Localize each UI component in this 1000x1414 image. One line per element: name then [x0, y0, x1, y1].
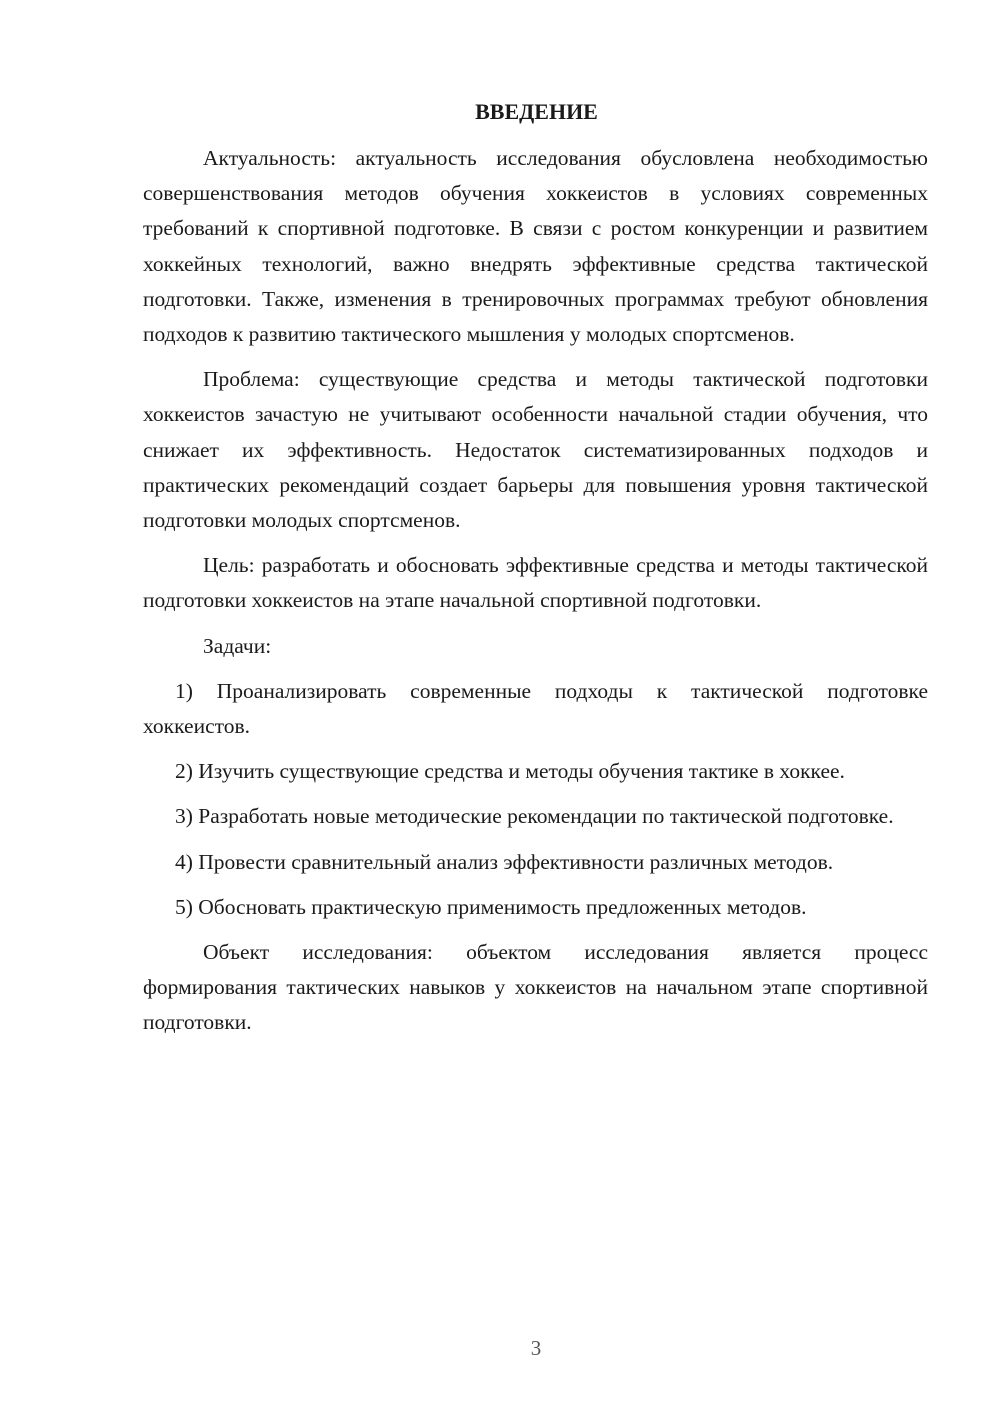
tasks-label: Задачи:	[203, 633, 272, 658]
task-item: 4) Провести сравнительный анализ эффективности различных методов.	[175, 849, 834, 874]
task-item: 3) Разработать новые методические рекомендации по тактической подготовке.	[175, 804, 894, 829]
relevance-paragraph: Актуальность: актуальность исследования обусловлена необходимостью совершенствования методов обучения хоккеистов в условиях современных требований к спортивной подготовке. В связи с ростом конкуренции и развитием хоккейных технологий, важно внедрять эффективные средства тактической подготовки. Также, изменения в тренировочных программах требуют обновления подходов к развитию тактического мышления у молодых спортсменов.	[143, 146, 928, 347]
page-content	[143, 94, 928, 1041]
task-item: 2) Изучить существующие средства и методы обучения тактике в хоккее.	[175, 759, 845, 784]
task-item: 5) Обосновать практическую применимость предложенных методов.	[175, 894, 807, 919]
section-heading: ВВЕДЕНИЕ	[475, 99, 598, 124]
page-number: 3	[530, 1336, 542, 1360]
problem-paragraph: Проблема: существующие средства и методы тактической подготовки хоккеистов зачастую не учитывают особенности начальной стадии обучения, что снижает их эффективность. Недостаток систематизированных подходов и практических рекомендаций создает барьеры для повышения уровня тактической подготовки молодых спортсменов.	[143, 367, 928, 533]
object-paragraph: Объект исследования: объектом исследования является процесс формирования тактических навыков у хоккеистов на начальном этапе спортивной подготовки.	[143, 940, 928, 1035]
task-item: 1) Проанализировать современные подходы к тактической подготовке хоккеистов.	[143, 678, 928, 739]
goal-paragraph: Цель: разработать и обосновать эффективные средства и методы тактической подготовки хоккеистов на этапе начальной спортивной подготовки.	[143, 553, 928, 613]
